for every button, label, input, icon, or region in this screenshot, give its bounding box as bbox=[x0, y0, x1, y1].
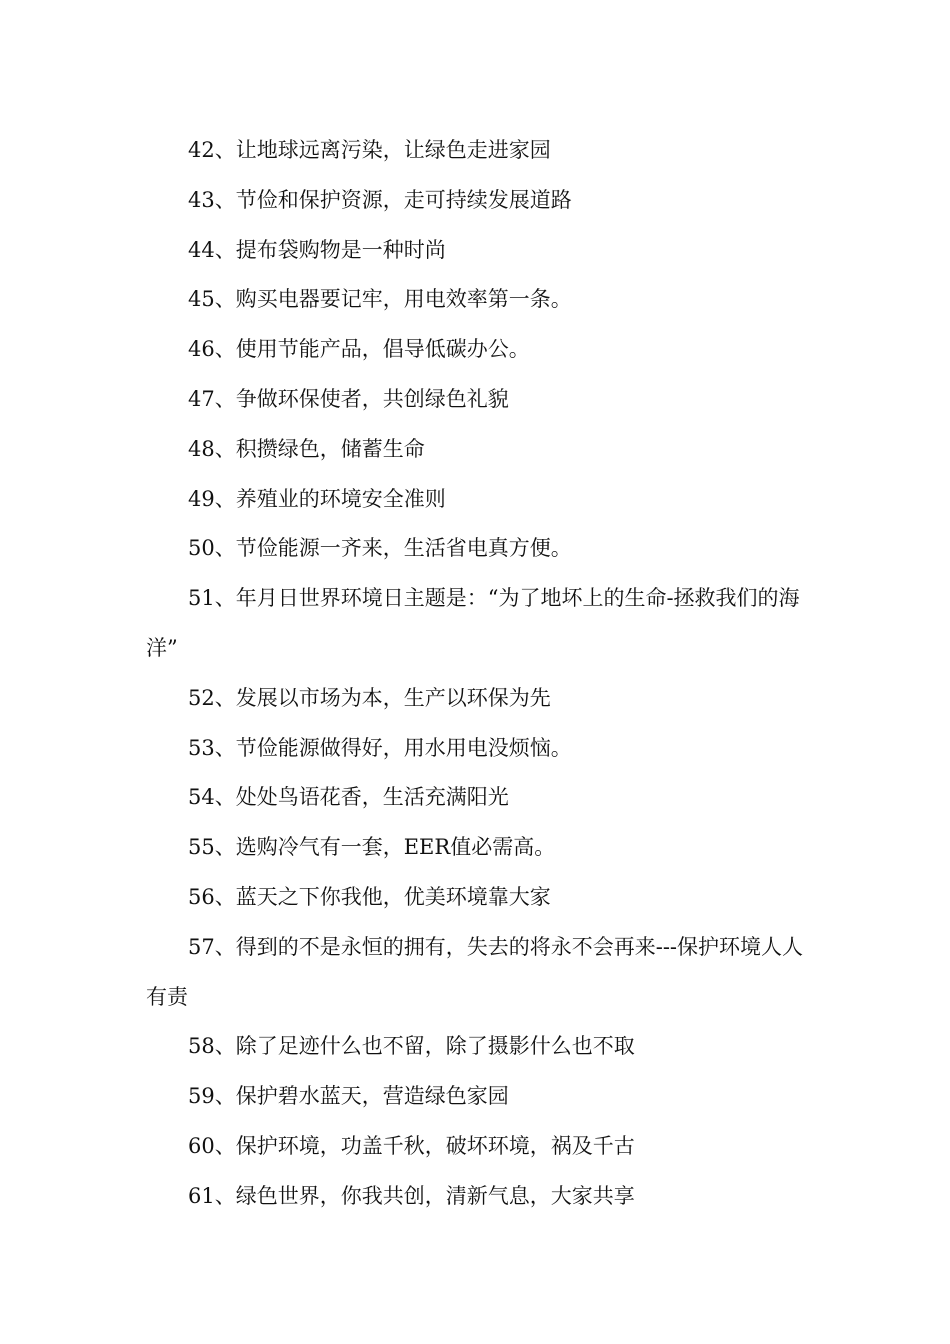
list-item: 48、积攒绿色，储蓄生命 bbox=[188, 436, 425, 461]
list-item: 44、提布袋购物是一种时尚 bbox=[188, 237, 446, 262]
list-item: 47、争做环保使者，共创绿色礼貌 bbox=[188, 386, 509, 411]
list-item: 46、使用节能产品，倡导低碳办公。 bbox=[188, 337, 530, 362]
list-item: 50、节俭能源一齐来，生活省电真方便。 bbox=[188, 536, 572, 561]
list-item: 57、得到的不是永恒的拥有，失去的将永不会再来---保护环境人人有责 bbox=[146, 934, 804, 1009]
list-item: 60、保护环境，功盖千秋，破坏环境，祸及千古 bbox=[188, 1133, 635, 1158]
list-item: 53、节俭能源做得好，用水用电没烦恼。 bbox=[188, 735, 572, 760]
list-item: 52、发展以市场为本，生产以环保为先 bbox=[188, 685, 551, 710]
list-item: 42、让地球远离污染，让绿色走进家园 bbox=[188, 138, 551, 162]
list-item: 43、节俭和保护资源，走可持续发展道路 bbox=[188, 187, 572, 212]
list-item: 61、绿色世界，你我共创，清新气息，大家共享 bbox=[188, 1183, 635, 1208]
list-item: 51、年月日世界环境日主题是：“为了地坏上的生命-拯救我们的海洋” bbox=[146, 586, 800, 660]
list-item: 49、养殖业的环境安全准则 bbox=[188, 486, 446, 511]
list-item: 54、处处鸟语花香，生活充满阳光 bbox=[188, 785, 509, 810]
list-item: 56、蓝天之下你我他，优美环境靠大家 bbox=[188, 884, 551, 909]
document-body bbox=[146, 126, 816, 1222]
list-item: 58、除了足迹什么也不留，除了摄影什么也不取 bbox=[188, 1034, 635, 1059]
list-item: 45、购买电器要记牢，用电效率第一条。 bbox=[188, 287, 572, 312]
list-item: 59、保护碧水蓝天，营造绿色家园 bbox=[188, 1084, 509, 1109]
list-item: 55、选购冷气有一套，EER值必需高。 bbox=[188, 835, 556, 860]
